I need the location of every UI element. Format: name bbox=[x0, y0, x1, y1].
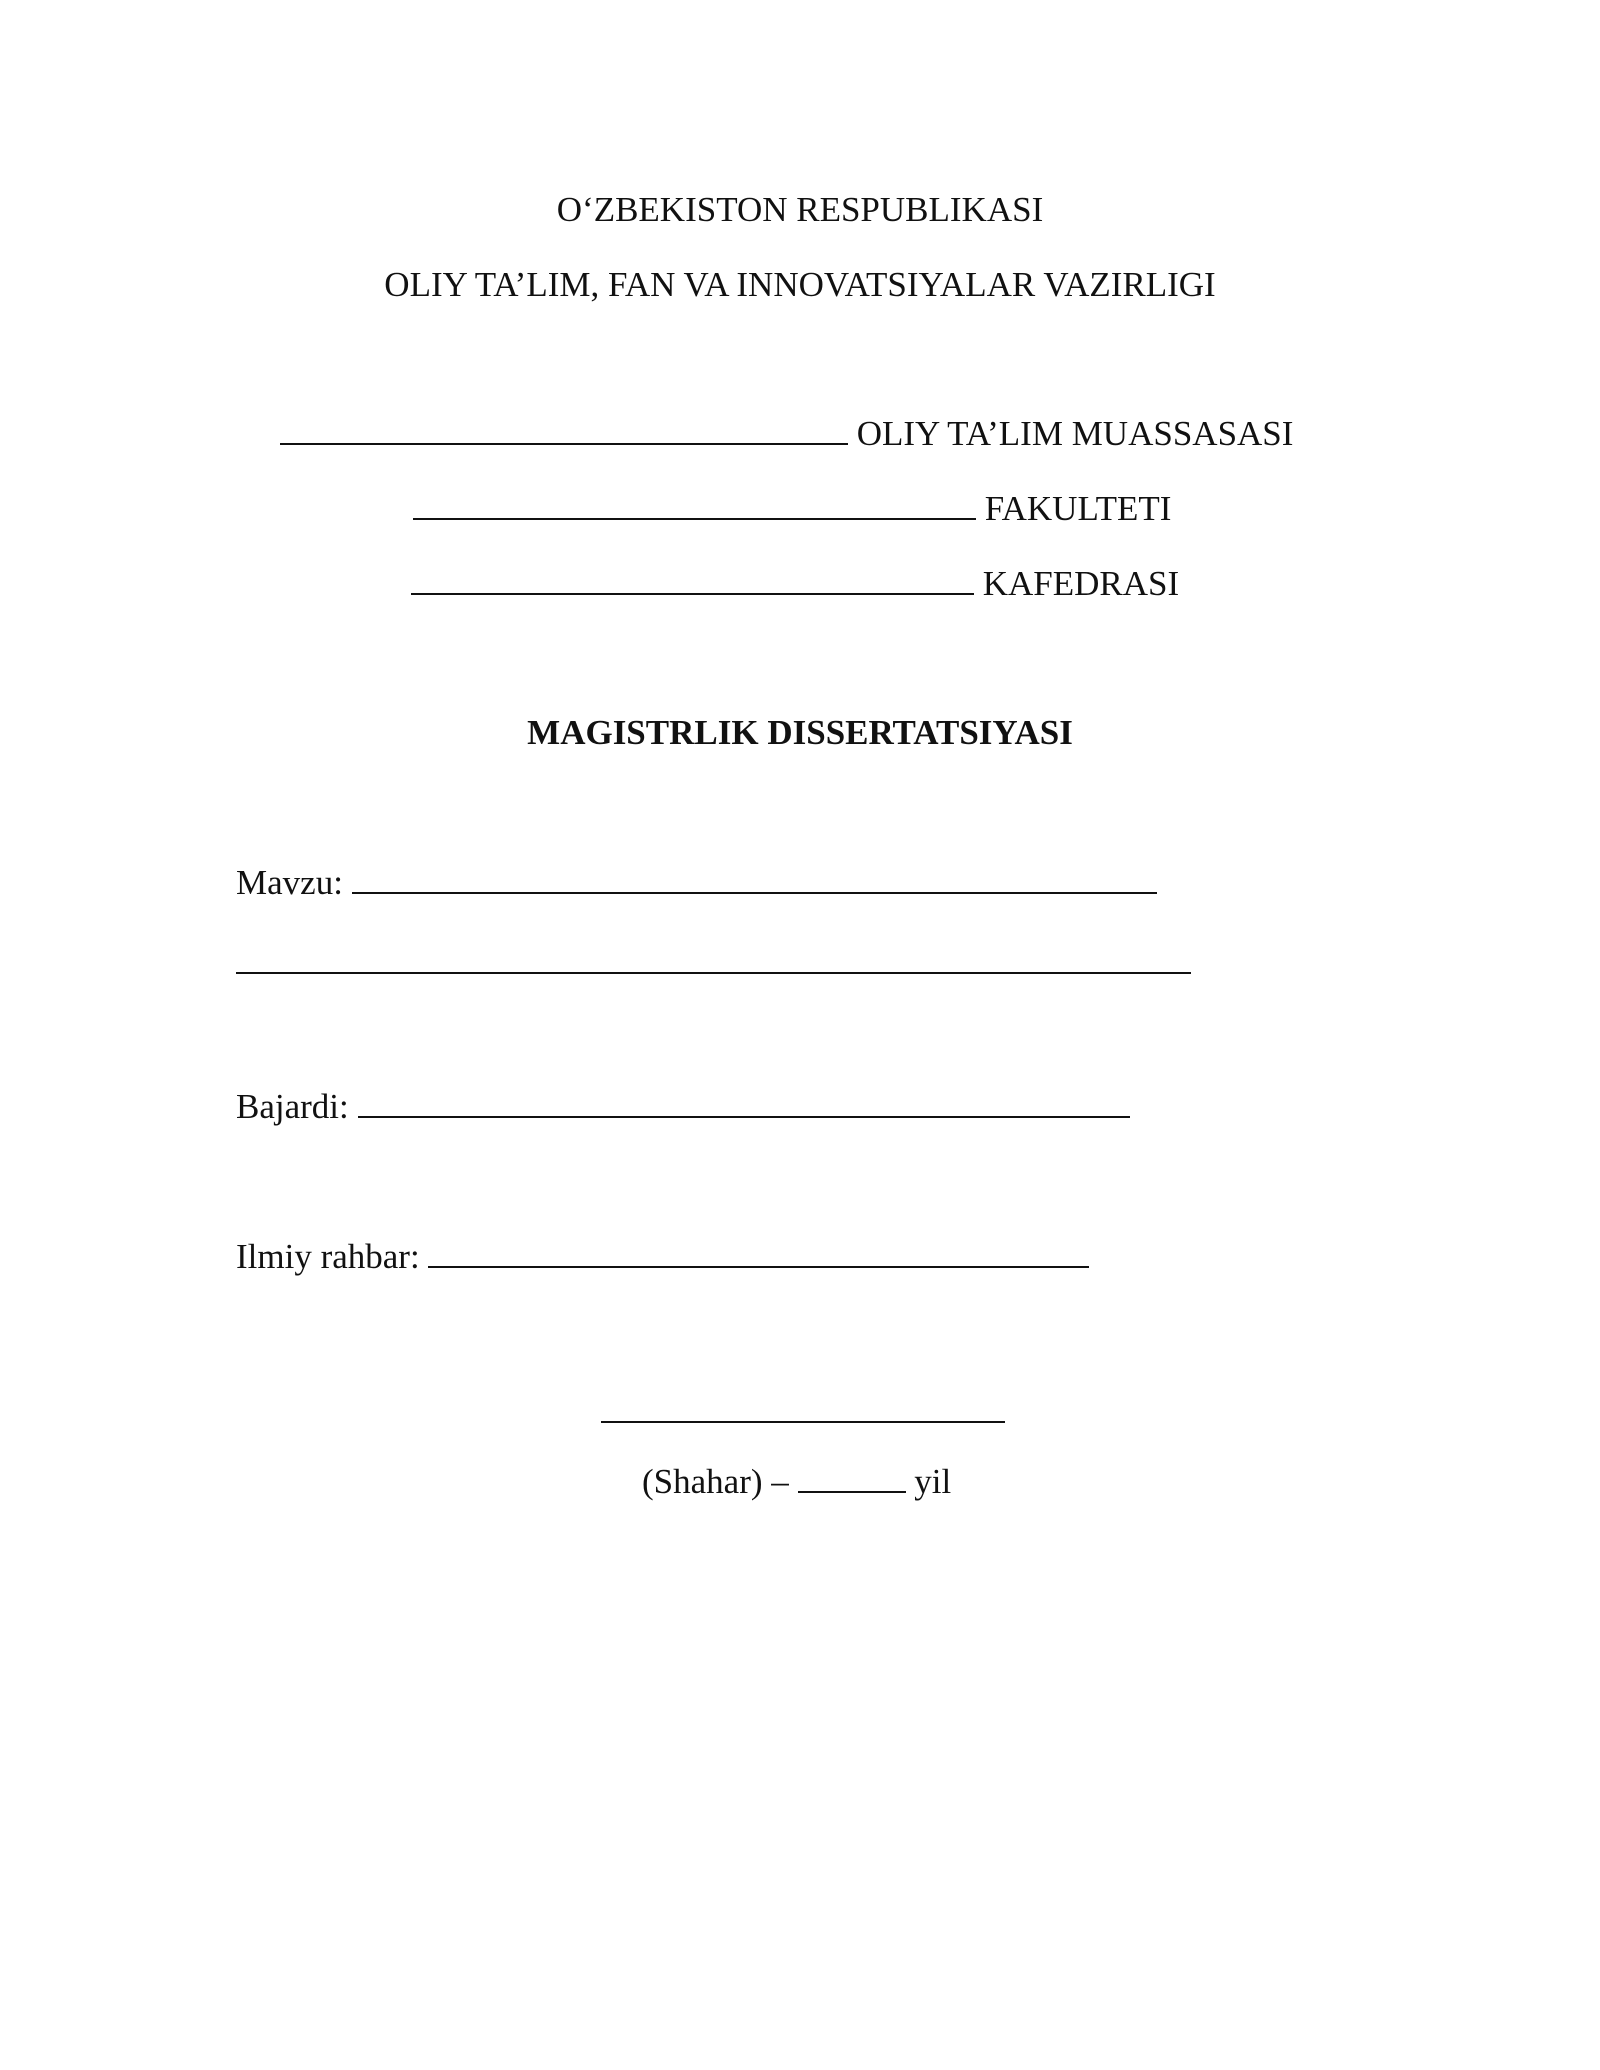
supervisor-blank bbox=[428, 1236, 1089, 1268]
institution-line bbox=[280, 413, 1293, 454]
footer-signature-blank bbox=[601, 1421, 1005, 1423]
ministry-heading bbox=[0, 265, 1600, 305]
author-blank bbox=[358, 1086, 1130, 1118]
document-title bbox=[0, 713, 1600, 753]
department-line bbox=[411, 563, 1179, 604]
institution-label: OLIY TA’LIM MUASSASASI bbox=[856, 414, 1294, 453]
city-year-line bbox=[642, 1461, 951, 1502]
country-heading bbox=[0, 190, 1600, 230]
year-suffix: yil bbox=[914, 1462, 952, 1501]
faculty-blank bbox=[413, 488, 976, 520]
author-line bbox=[236, 1086, 1130, 1127]
faculty-label: FAKULTETI bbox=[984, 489, 1172, 528]
author-label: Bajardi: bbox=[236, 1087, 349, 1126]
supervisor-label: Ilmiy rahbar: bbox=[236, 1237, 420, 1276]
dissertation-title: MAGISTRLIK DISSERTATSIYASI bbox=[527, 713, 1073, 752]
department-label: KAFEDRASI bbox=[982, 564, 1180, 603]
country-name: O‘ZBEKISTON RESPUBLIKASI bbox=[556, 190, 1044, 229]
topic-second-blank bbox=[236, 972, 1191, 974]
topic-line bbox=[236, 862, 1157, 903]
faculty-line bbox=[413, 488, 1171, 529]
topic-label: Mavzu: bbox=[236, 863, 343, 902]
institution-blank bbox=[280, 413, 848, 445]
department-blank bbox=[411, 563, 974, 595]
city-label: (Shahar) – bbox=[642, 1462, 789, 1501]
supervisor-line bbox=[236, 1236, 1089, 1277]
topic-blank bbox=[352, 862, 1157, 894]
ministry-name: OLIY TA’LIM, FAN VA INNOVATSIYALAR VAZIRLIGI bbox=[384, 265, 1216, 304]
year-blank bbox=[798, 1461, 906, 1493]
